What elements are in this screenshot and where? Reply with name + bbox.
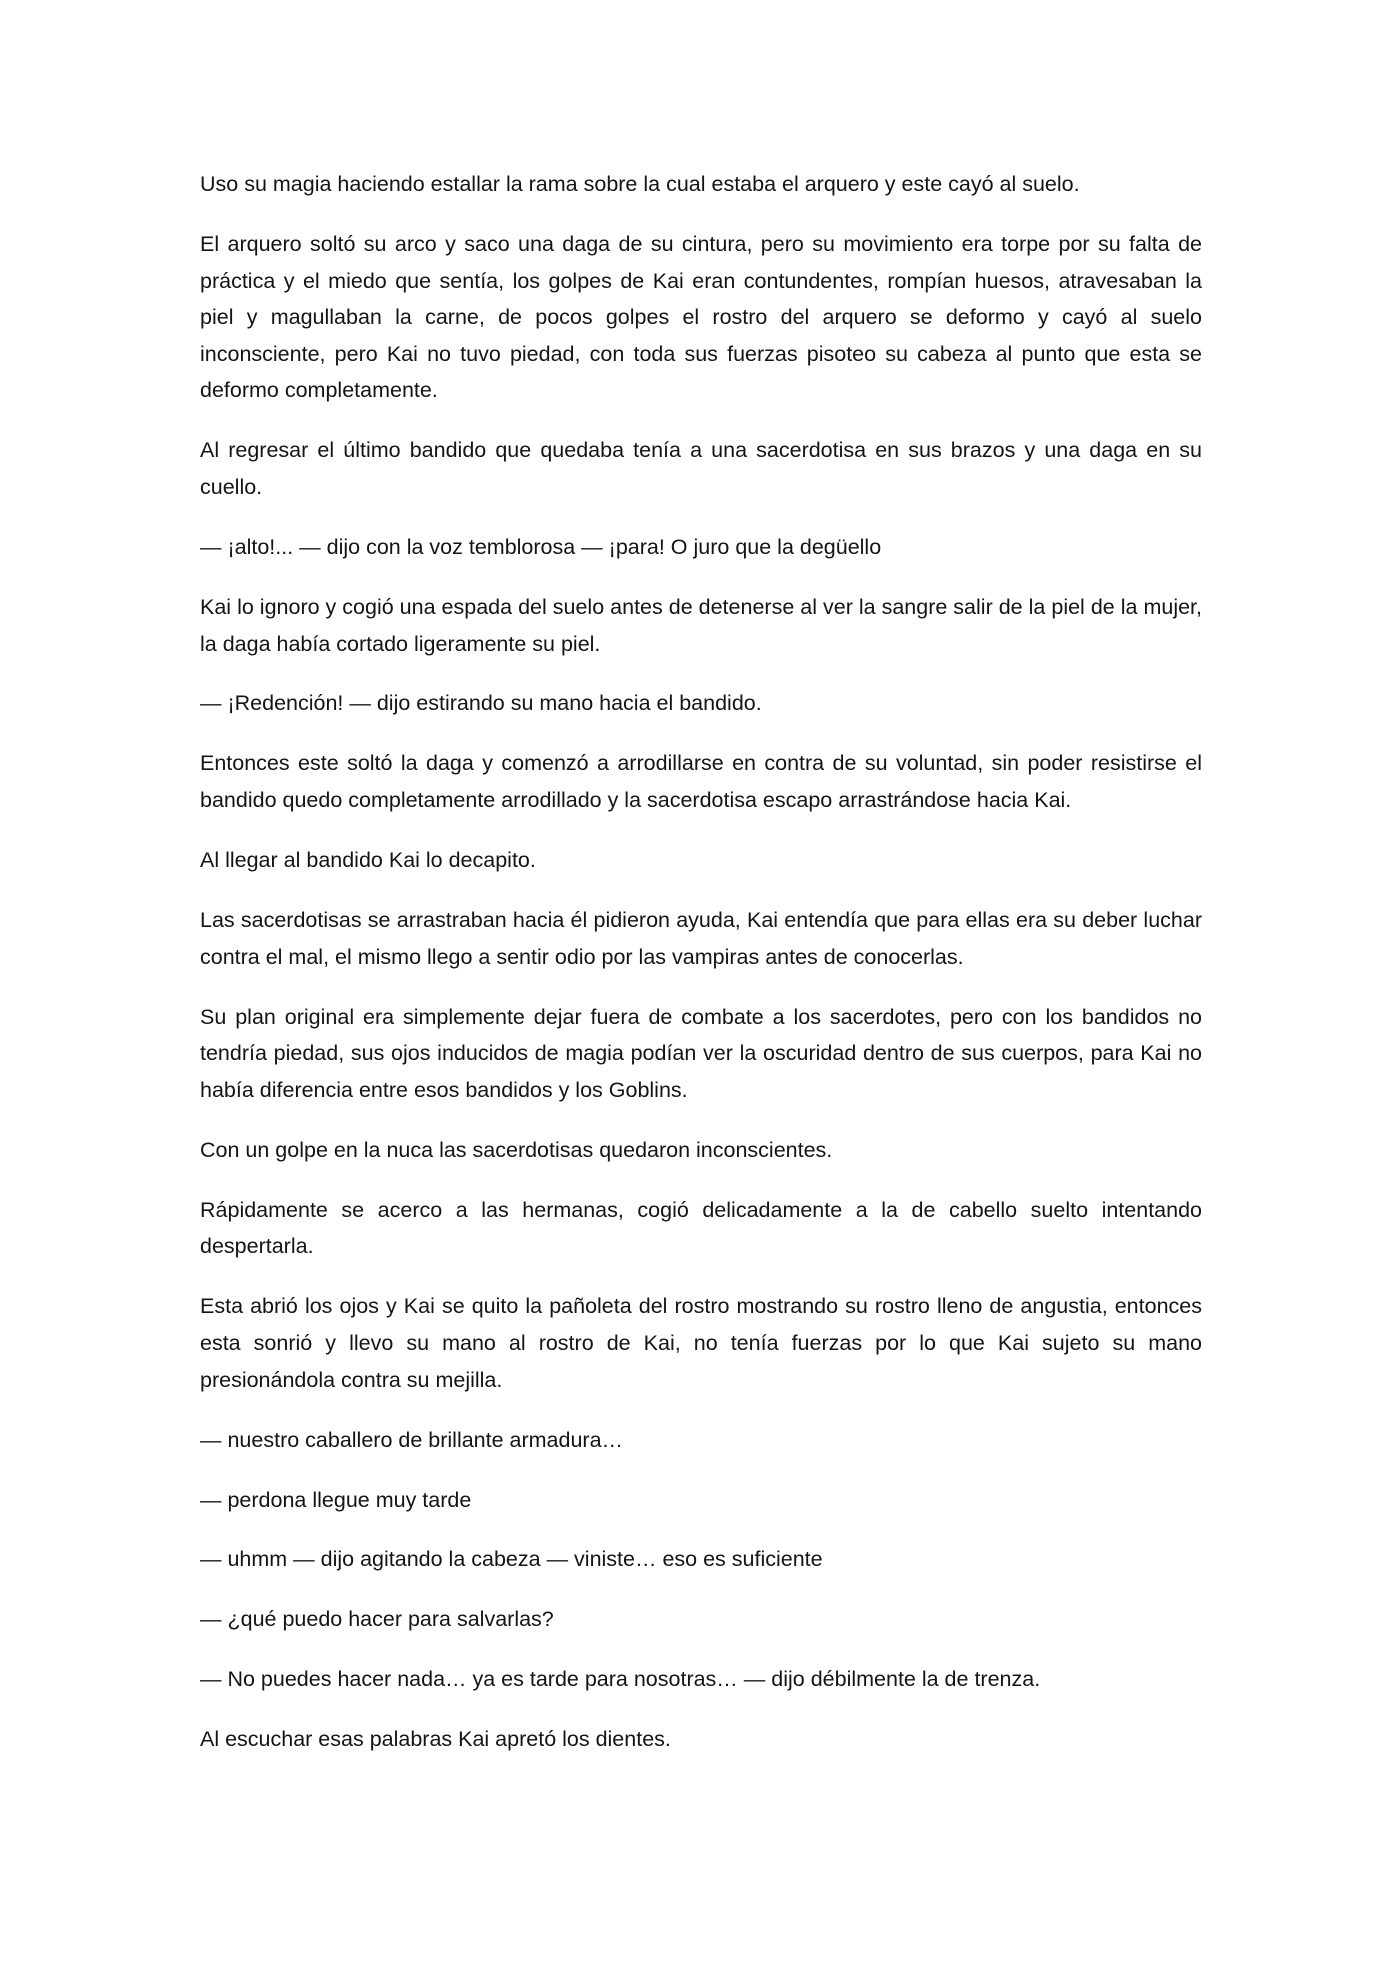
paragraph-5: Kai lo ignoro y cogió una espada del suelo antes de detenerse al ver la sangre salir de la piel de la mujer, la daga había cortado ligeramente su piel. (200, 594, 1202, 656)
paragraph-11: Con un golpe en la nuca las sacerdotisas quedaron inconscientes. (200, 1137, 833, 1162)
paragraph-9: Las sacerdotisas se arrastraban hacia él pidieron ayuda, Kai entendía que para ellas era su deber luchar contra el mal, el mismo llego a sentir odio por las vampiras antes de conocerlas. (200, 908, 1202, 969)
paragraph-2: El arquero soltó su arco y saco una daga de su cintura, pero su movimiento era torpe por su falta de práctica y el miedo que sentía, los golpes de Kai eran contundentes, rompían huesos, atravesaban la piel y magullaban la carne, de pocos golpes el rostro del arquero se deformo y cayó al suelo inconsciente, pero Kai no tuvo piedad, con toda sus fuerzas pisoteo su cabeza al punto que esta se deformo completamente. (200, 231, 1202, 403)
paragraph-13: Esta abrió los ojos y Kai se quito la pañoleta del rostro mostrando su rostro lleno de angustia, entonces esta sonrió y llevo su mano al rostro de Kai, no tenía fuerzas por lo que Kai sujeto su mano presionándola contra su mejilla. (200, 1294, 1202, 1392)
body-text (200, 166, 1202, 1781)
paragraph-10: Su plan original era simplemente dejar fuera de combate a los sacerdotes, pero con los bandidos no tendría piedad, sus ojos inducidos de magia podían ver la oscuridad dentro de sus cuerpos, para Kai no había diferencia entre esos bandidos y los Goblins. (200, 1004, 1202, 1102)
paragraph-6: — ¡Redención! — dijo estirando su mano hacia el bandido. (200, 691, 762, 716)
paragraph-3: Al regresar el último bandido que quedaba tenía a una sacerdotisa en sus brazos y una daga en su cuello. (200, 438, 1202, 499)
paragraph-14: — nuestro caballero de brillante armadura… (200, 1427, 624, 1452)
paragraph-1: Uso su magia haciendo estallar la rama sobre la cual estaba el arquero y este cayó al suelo. (200, 172, 1080, 196)
paragraph-19: Al escuchar esas palabras Kai apretó los dientes. (200, 1727, 671, 1752)
paragraph-16: — uhmm — dijo agitando la cabeza — viniste… eso es suficiente (200, 1547, 823, 1572)
paragraph-7: Entonces este soltó la daga y comenzó a arrodillarse en contra de su voluntad, sin poder resistirse el bandido quedo completamente arrodillado y la sacerdotisa escapo arrastrándose hacia Kai. (200, 751, 1202, 813)
paragraph-18: — No puedes hacer nada… ya es tarde para nosotras… — dijo débilmente la de trenza. (200, 1667, 1041, 1692)
paragraph-17: — ¿qué puedo hacer para salvarlas? (200, 1607, 554, 1632)
paragraph-8: Al llegar al bandido Kai lo decapito. (200, 848, 536, 873)
paragraph-4: — ¡alto!... — dijo con la voz temblorosa — ¡para! O juro que la degüello (200, 534, 882, 559)
paragraph-15: — perdona llegue muy tarde (200, 1487, 472, 1512)
paragraph-12: Rápidamente se acerco a las hermanas, cogió delicadamente a la de cabello suelto intentando despertarla. (200, 1197, 1202, 1259)
